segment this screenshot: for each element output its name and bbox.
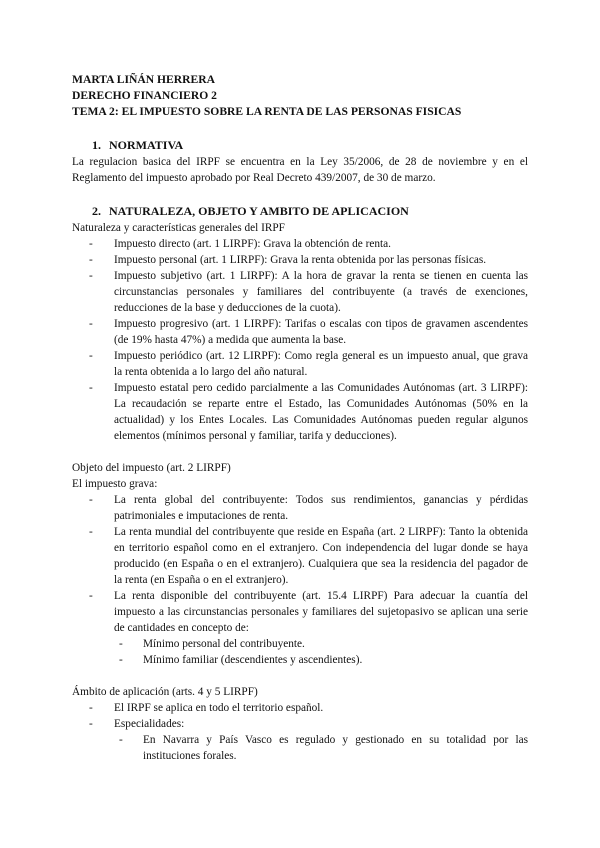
topic-title: TEMA 2: EL IMPUESTO SOBRE LA RENTA DE LAS PERSONAS FISICAS bbox=[72, 105, 462, 118]
dash-bullet: - bbox=[119, 638, 123, 650]
dash-bullet: - bbox=[89, 526, 93, 538]
dash-bullet: - bbox=[119, 734, 123, 746]
dash-bullet: - bbox=[89, 318, 93, 330]
list-item bbox=[72, 524, 528, 588]
list-item bbox=[72, 348, 528, 380]
dash-bullet: - bbox=[89, 702, 93, 714]
nature-list bbox=[72, 236, 528, 444]
list-item bbox=[72, 236, 528, 252]
document-page bbox=[72, 72, 528, 764]
dash-bullet: - bbox=[89, 590, 93, 602]
list-item-text: Impuesto directo (art. 1 LIRPF): Grava la obtención de renta. bbox=[114, 238, 391, 250]
dash-bullet: - bbox=[89, 382, 93, 394]
list-item bbox=[72, 492, 528, 524]
list-item-text: La renta disponible del contribuyente (art. 15.4 LIRPF) Para adecuar la cuantía del impuesto a las circunstancias personales y familiares del sujetopasivo se aplican una serie de cantidades en concepto de: bbox=[114, 590, 528, 634]
section-1-number: 1. bbox=[92, 138, 101, 152]
section-2-number: 2. bbox=[92, 204, 101, 218]
object-list bbox=[72, 492, 528, 668]
dash-bullet: - bbox=[89, 350, 93, 362]
scope-heading: Ámbito de aplicación (arts. 4 y 5 LIRPF) bbox=[72, 686, 258, 698]
list-item bbox=[72, 716, 528, 764]
dash-bullet: - bbox=[89, 718, 93, 730]
dash-bullet: - bbox=[89, 270, 93, 282]
list-item bbox=[72, 380, 528, 444]
dash-bullet: - bbox=[89, 238, 93, 250]
object-intro: El impuesto grava: bbox=[72, 478, 158, 490]
list-item-text: Especialidades: bbox=[114, 718, 185, 730]
scope-list bbox=[72, 700, 528, 764]
section-1-text: La regulacion basica del IRPF se encuentra en la Ley 35/2006, de 28 de noviembre y en el Reglamento del impuesto aprobado por Real Decreto 439/2007, de 30 de marzo. bbox=[72, 156, 528, 184]
list-item-text: Impuesto progresivo (art. 1 LIRPF): Tarifas o escalas con tipos de gravamen ascendentes (de 19% hasta 47%) a medida que aumenta la base. bbox=[114, 318, 528, 346]
dash-bullet: - bbox=[119, 654, 123, 666]
dash-bullet: - bbox=[89, 494, 93, 506]
sub-list-item-text: Mínimo familiar (descendientes y ascendientes). bbox=[143, 654, 363, 666]
dash-bullet: - bbox=[89, 254, 93, 266]
object-heading: Objeto del impuesto (art. 2 LIRPF) bbox=[72, 462, 231, 474]
list-item bbox=[72, 700, 528, 716]
sub-list-item bbox=[114, 636, 528, 652]
section-2-heading bbox=[72, 203, 528, 220]
section-1-heading bbox=[72, 137, 528, 154]
list-item-text: El IRPF se aplica en todo el territorio español. bbox=[114, 702, 324, 714]
sub-list-item bbox=[114, 732, 528, 764]
nature-heading: Naturaleza y características generales del IRPF bbox=[72, 222, 285, 234]
list-item-text: Impuesto periódico (art. 12 LIRPF): Como regla general es un impuesto anual, que grava la renta obtenida a lo largo del año natural. bbox=[114, 350, 528, 378]
list-item bbox=[72, 316, 528, 348]
list-item bbox=[72, 252, 528, 268]
sub-list-item bbox=[114, 652, 528, 668]
course-name: DERECHO FINANCIERO 2 bbox=[72, 89, 217, 102]
list-item bbox=[72, 588, 528, 668]
author-name: MARTA LIÑÁN HERRERA bbox=[72, 73, 216, 86]
section-1-title: NORMATIVA bbox=[109, 138, 184, 152]
sub-list-item-text: En Navarra y País Vasco es regulado y gestionado en su totalidad por las instituciones forales. bbox=[143, 734, 528, 762]
list-item-text: Impuesto estatal pero cedido parcialmente a las Comunidades Autónomas (art. 3 LIRPF): La recaudación se reparte entre el Estado, las Comunidades Autónomas (50% en la actualidad) y los Entes Locales. Las Comunidades Autónomas pueden regular algunos elementos (mínimos personal y familiar, tarifa y deducciones). bbox=[114, 382, 528, 442]
list-item-text: La renta mundial del contribuyente que reside en España (art. 2 LIRPF): Tanto la obtenida en territorio español como en el extranjero. Con independencia del lugar donde se haya producido (en España o en el extranjero). Cualquiera que sea la residencia del pagador de la renta (en España o en el extranjero). bbox=[114, 526, 528, 586]
sub-list-item-text: Mínimo personal del contribuyente. bbox=[143, 638, 305, 650]
scope-sublist bbox=[114, 732, 528, 764]
section-2-title: NATURALEZA, OBJETO Y AMBITO DE APLICACION bbox=[109, 204, 409, 218]
list-item-text: La renta global del contribuyente: Todos sus rendimientos, ganancias y pérdidas patrimoniales e imputaciones de renta. bbox=[114, 494, 528, 522]
list-item-text: Impuesto subjetivo (art. 1 LIRPF): A la hora de gravar la renta se tienen en cuenta las circunstancias personales y familiares del contribuyente (a través de exenciones, reducciones de la base y deducciones de la cuota). bbox=[114, 270, 528, 314]
list-item-text: Impuesto personal (art. 1 LIRPF): Grava la renta obtenida por las personas físicas. bbox=[114, 254, 487, 266]
object-sublist bbox=[114, 636, 528, 668]
list-item bbox=[72, 268, 528, 316]
